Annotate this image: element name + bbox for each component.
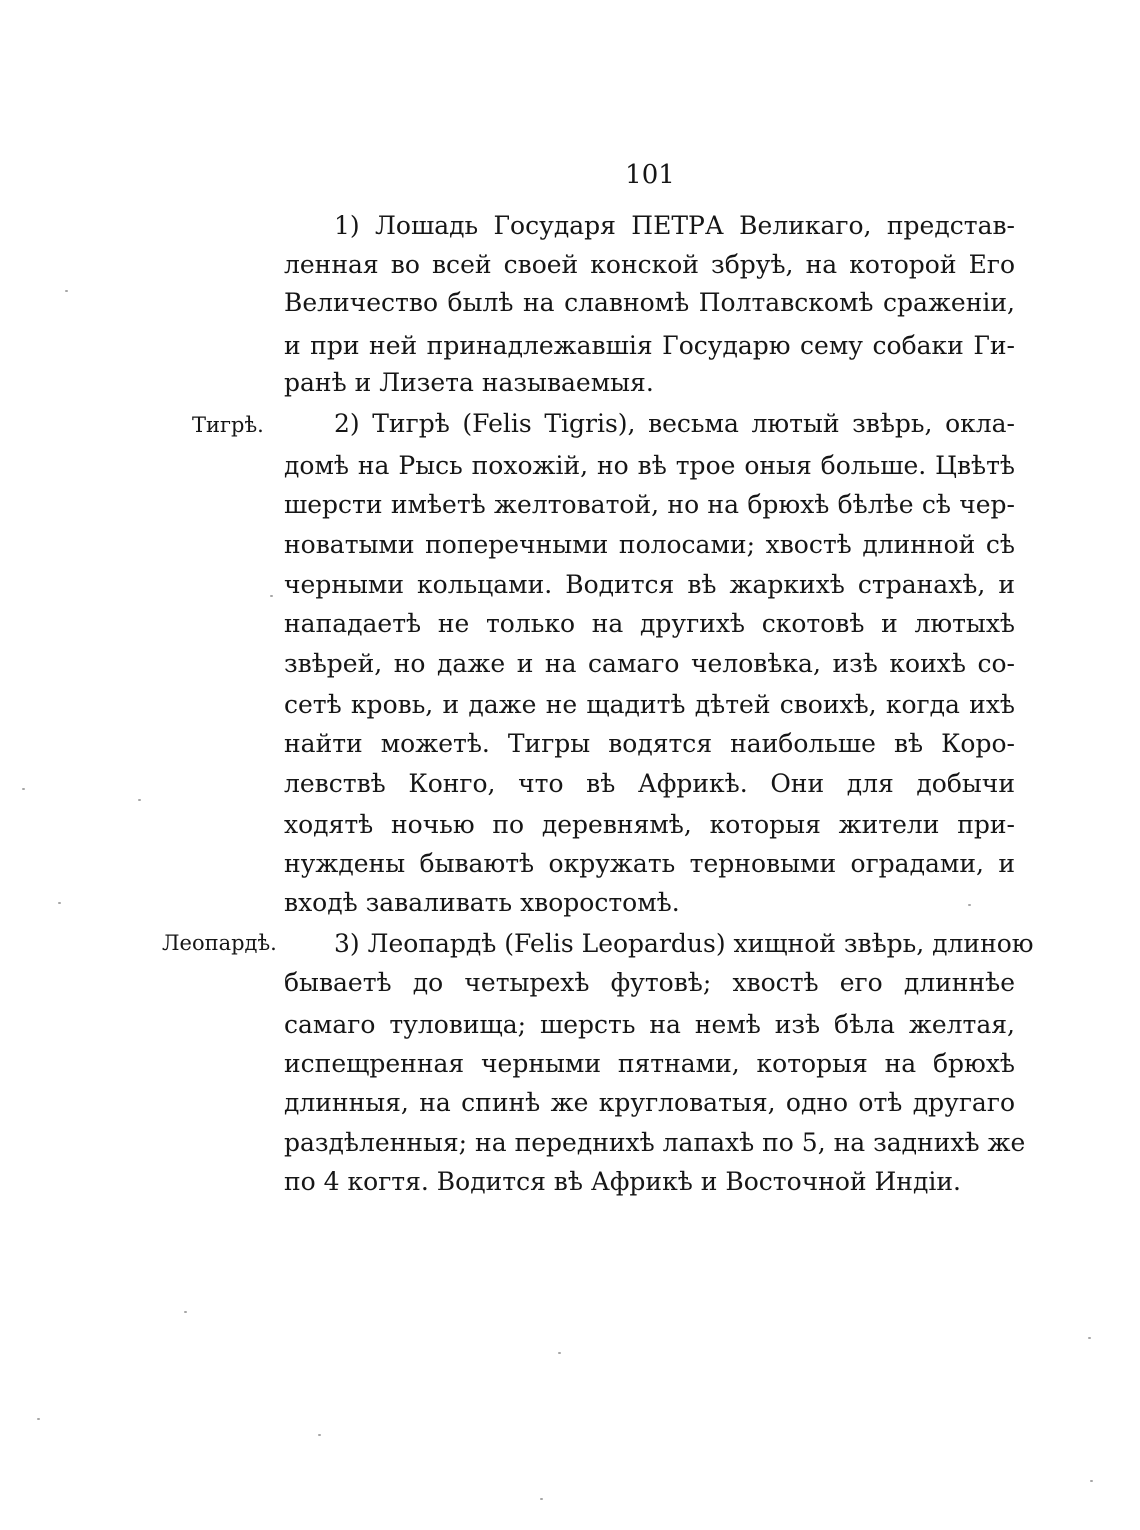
text-line: испещренная черными пятнами, которыя на брюхѣ <box>284 1049 1015 1078</box>
text-line: домѣ на Рысь похожій, но вѣ трое оныя больше. Цвѣтѣ <box>284 451 1015 480</box>
scan-speck <box>65 290 68 292</box>
text-line: нападаетѣ не только на другихѣ скотовѣ и лютыхѣ <box>284 609 1015 638</box>
text-line: 3) Леопардѣ (Felis Leopardus) хищной звѣрь, длиною <box>334 929 1034 958</box>
text-line: бываетѣ до четырехѣ футовѣ; хвостѣ его длиннѣе <box>284 968 1015 997</box>
text-line: ленная во всей своей конской збруѣ, на которой Его <box>284 250 1015 279</box>
margin-note-tiger: Тигрѣ. <box>192 413 264 437</box>
text-line: новатыми поперечными полосами; хвостѣ длинной сѣ <box>284 530 1015 559</box>
margin-note-leopard: Леопардѣ. <box>162 931 277 955</box>
text-line: и при ней принадлежавшія Государю сему собаки Ги- <box>284 331 1015 360</box>
scan-speck <box>58 902 61 904</box>
text-line: сетѣ кровь, и даже не щадитѣ дѣтей своихѣ, когда ихѣ <box>284 690 1015 719</box>
text-line: шерсти имѣетѣ желтоватой, но на брюхѣ бѣлѣе сѣ чер- <box>284 490 1015 519</box>
text-line: найти можетѣ. Тигры водятся наибольше вѣ Коро- <box>284 729 1015 758</box>
text-line: самаго туловища; шерсть на немѣ изѣ бѣла желтая, <box>284 1010 1015 1039</box>
text-line: входѣ заваливать хворостомѣ. <box>284 888 680 917</box>
scan-speck <box>540 1498 543 1500</box>
page-number: 101 <box>625 160 675 190</box>
scan-speck <box>184 1311 187 1313</box>
scan-speck <box>138 799 141 801</box>
text-line: 2) Тигрѣ (Felis Tigris), весьма лютый звѣрь, окла- <box>334 409 1015 438</box>
scan-speck <box>318 1434 321 1436</box>
scan-speck <box>1088 1337 1091 1339</box>
text-line: черными кольцами. Водится вѣ жаркихѣ странахѣ, и <box>284 570 1015 599</box>
text-line: ранѣ и Лизета называемыя. <box>284 368 654 397</box>
text-line: по 4 когтя. Водится вѣ Африкѣ и Восточной Индіи. <box>284 1167 961 1196</box>
scan-speck <box>558 1352 561 1354</box>
text-line: раздѣленныя; на переднихѣ лапахѣ по 5, на заднихѣ же <box>284 1128 1026 1157</box>
text-line: нуждены бываютѣ окружать терновыми оградами, и <box>284 849 1015 878</box>
scan-speck <box>1090 1480 1093 1482</box>
text-line: Величество былѣ на славномѣ Полтавскомѣ сраженіи, <box>284 288 1015 317</box>
scan-speck <box>37 1418 40 1420</box>
scan-speck <box>270 595 273 597</box>
text-line: длинныя, на спинѣ же кругловатыя, одно отѣ другаго <box>284 1088 1015 1117</box>
text-line: левствѣ Конго, что вѣ Африкѣ. Они для добычи <box>284 769 1015 798</box>
scan-speck <box>22 788 25 790</box>
text-line: ходятѣ ночью по деревнямѣ, которыя жители при- <box>284 810 1015 839</box>
scan-speck <box>968 904 971 906</box>
text-line: звѣрей, но даже и на самаго человѣка, изѣ коихѣ со- <box>284 649 1015 678</box>
text-line: 1) Лошадь Государя ПЕТРА Великаго, представ- <box>334 211 1015 240</box>
